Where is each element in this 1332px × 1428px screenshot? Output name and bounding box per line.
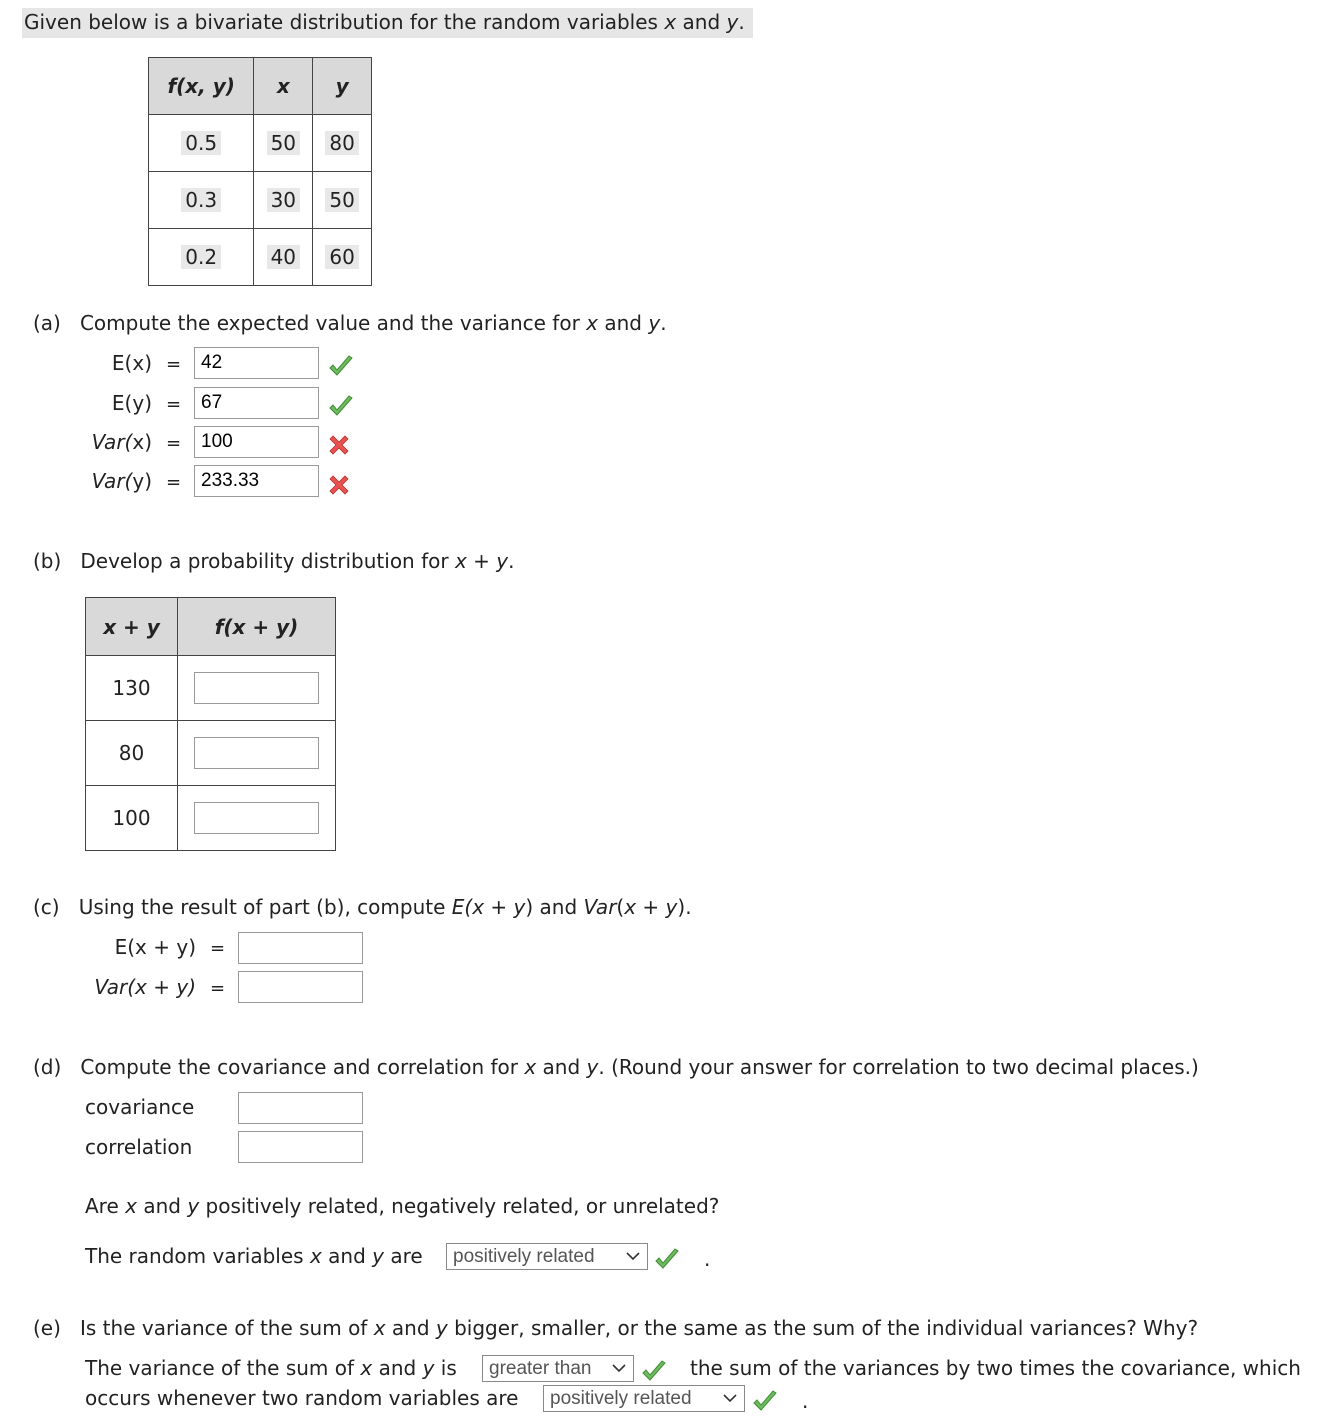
correct-check-icon	[328, 394, 354, 420]
period: .	[704, 1247, 711, 1271]
comparison-select[interactable]: greater than	[482, 1355, 634, 1382]
relation-question: Are x and y positively related, negatively related, or unrelated?	[85, 1194, 720, 1218]
table-row	[149, 229, 372, 286]
correct-check-icon	[641, 1359, 667, 1385]
fsum-input-100[interactable]	[194, 802, 319, 834]
fsum-input-130[interactable]	[194, 672, 319, 704]
equals-sign: =	[166, 354, 182, 375]
table-row	[149, 172, 372, 229]
label-ey: E(y)	[111, 391, 152, 415]
variance-answer-text: The variance of the sum of x and y is	[85, 1356, 457, 1380]
varsum-input[interactable]	[238, 971, 363, 1003]
cell-sum: 130	[86, 656, 178, 721]
covariance-input[interactable]	[238, 1092, 363, 1124]
relation-answer-text: The random variables x and y are	[85, 1244, 423, 1268]
table-row	[86, 721, 336, 786]
table-row	[86, 786, 336, 851]
cell-x: 40	[267, 245, 300, 269]
fsum-input-80[interactable]	[194, 737, 319, 769]
cell-sum: 100	[86, 786, 178, 851]
relation-select[interactable]: positively related	[446, 1243, 648, 1270]
correct-check-icon	[654, 1247, 680, 1273]
correct-check-icon	[752, 1389, 778, 1415]
equals-sign: =	[166, 472, 182, 493]
ex-input[interactable]	[194, 347, 319, 379]
correlation-label: correlation	[85, 1135, 193, 1159]
correct-check-icon	[328, 354, 354, 380]
header-fxy: f(x, y)	[149, 58, 254, 115]
bivariate-table	[148, 57, 372, 286]
header-fsum: f(x + y)	[178, 598, 336, 656]
table-row	[149, 115, 372, 172]
cell-f: 0.3	[181, 188, 221, 212]
esum-input[interactable]	[238, 932, 363, 964]
cell-y: 50	[325, 188, 358, 212]
header-x: x	[254, 58, 313, 115]
label-ex: E(x)	[111, 351, 152, 375]
cell-y: 60	[325, 245, 358, 269]
equals-sign: =	[166, 394, 182, 415]
part-d-question: (d) Compute the covariance and correlation for x and y. (Round your answer for correlation to two decimal places.)	[33, 1055, 1199, 1079]
chevron-down-icon	[625, 1248, 641, 1264]
equals-sign: =	[210, 978, 226, 999]
vary-input[interactable]	[194, 465, 319, 497]
part-e-question: (e) Is the variance of the sum of x and y bigger, smaller, or the same as the sum of the individual variances? Why?	[33, 1316, 1199, 1340]
part-a-question: (a) Compute the expected value and the variance for x and y.	[33, 311, 667, 335]
table-row	[86, 656, 336, 721]
label-varsum: Var(x + y)	[94, 975, 196, 999]
cell-sum: 80	[86, 721, 178, 786]
incorrect-cross-icon	[326, 432, 352, 458]
correlation-input[interactable]	[238, 1131, 363, 1163]
intro-text: Given below is a bivariate distribution for the random variables x and y.	[22, 8, 753, 38]
sum-distribution-table	[85, 597, 336, 851]
varx-input[interactable]	[194, 426, 319, 458]
cell-f: 0.2	[181, 245, 221, 269]
cell-x: 30	[267, 188, 300, 212]
variance-answer-text-line2: occurs whenever two random variables are	[85, 1386, 519, 1410]
header-y: y	[313, 58, 372, 115]
part-b-question: (b) Develop a probability distribution for x + y.	[33, 549, 515, 573]
period: .	[802, 1389, 809, 1413]
header-sum: x + y	[86, 598, 178, 656]
label-esum: E(x + y)	[114, 935, 196, 959]
part-c-question: (c) Using the result of part (b), compute E(x + y) and Var(x + y).	[33, 895, 692, 919]
covariance-label: covariance	[85, 1095, 195, 1119]
label-varx: Var(x)	[91, 430, 152, 454]
cell-y: 80	[325, 131, 358, 155]
relation-select-2[interactable]: positively related	[543, 1385, 745, 1412]
equals-sign: =	[210, 938, 226, 959]
variance-answer-text-cont: the sum of the variances by two times the covariance, which	[690, 1356, 1301, 1380]
chevron-down-icon	[611, 1360, 627, 1376]
equals-sign: =	[166, 433, 182, 454]
incorrect-cross-icon	[326, 472, 352, 498]
cell-x: 50	[267, 131, 300, 155]
cell-f: 0.5	[181, 131, 221, 155]
ey-input[interactable]	[194, 387, 319, 419]
chevron-down-icon	[722, 1390, 738, 1406]
label-vary: Var(y)	[91, 469, 152, 493]
